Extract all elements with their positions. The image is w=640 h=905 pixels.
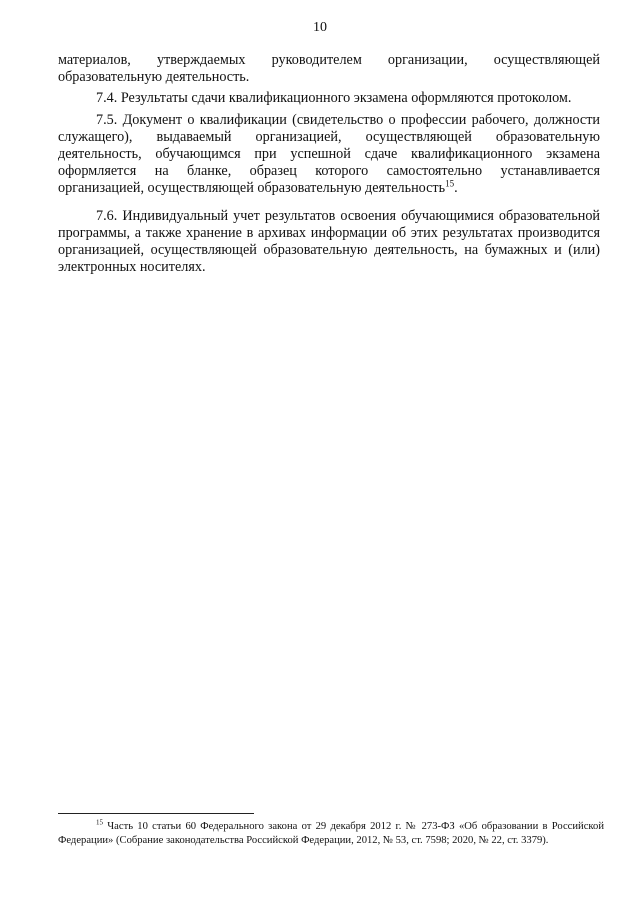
paragraph-7-6: 7.6. Индивидуальный учет результатов освоения обучающимися образовательной программы, а также хранение в архивах информации об этих результатах производится организацией, осуществляющей образовательную деятельность, на бумажных и (или) электронных носителях. <box>58 207 600 276</box>
footnote <box>58 820 604 848</box>
paragraph-7-5 <box>58 112 600 198</box>
footnote-separator <box>58 813 254 814</box>
paragraph-7-5-text: 7.5. Документ о квалификации (свидетельство о профессии рабочего, должности служащего), выдаваемый организацией, осуществляющей образовательную деятельность, обучающимся при успешной сдаче квалификационного экзамена оформляется на бланке, образец которого самостоятельно устанавливается организацией, осуществляющей образовательную деятельность <box>58 111 600 197</box>
paragraph-continuation: материалов, утверждаемых руководителем организации, осуществляющей образовательную деятельность. <box>58 52 600 86</box>
body-text <box>58 52 600 276</box>
footnote-reference-15: 15 <box>445 178 455 189</box>
footnote-text: Часть 10 статьи 60 Федерального закона от 29 декабря 2012 г. № 273-ФЗ «Об образовании в Российской Федерации» (Собрание законодательства Российской Федерации, 2012, № 53, ст. 7598; 2020, № 22, ст. 3379). <box>58 821 604 846</box>
paragraph-7-5-tail: . <box>454 180 458 197</box>
footnote-marker: 15 <box>96 818 103 827</box>
page-number: 10 <box>313 20 327 35</box>
paragraph-7-4: 7.4. Результаты сдачи квалификационного экзамена оформляются протоколом. <box>96 90 572 107</box>
